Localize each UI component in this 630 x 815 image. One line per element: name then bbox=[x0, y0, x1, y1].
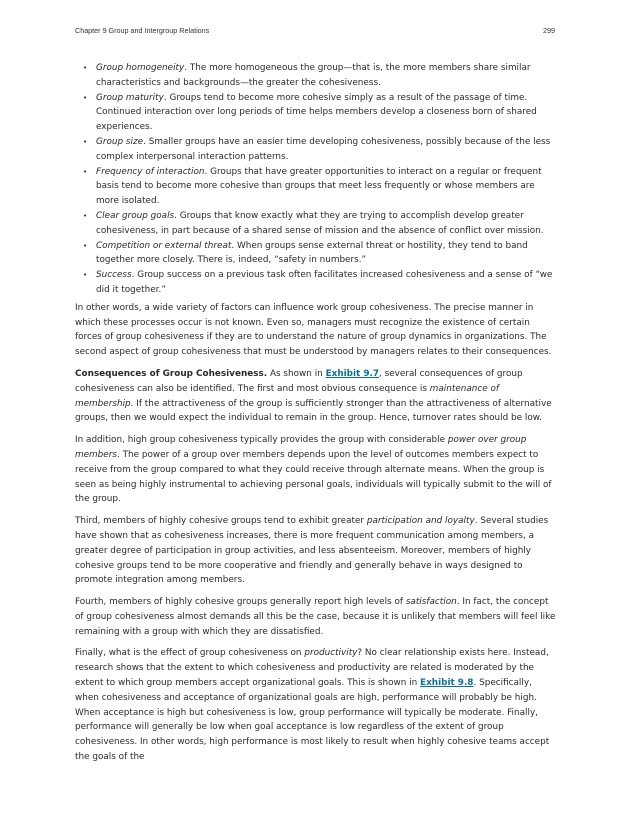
page-number: 299 bbox=[543, 26, 555, 35]
bullet-term: Group maturity bbox=[96, 92, 164, 103]
bullet-text: . Groups that know exactly what they are trying to accomplish develop greater cohesiveness, in part because of a shared sense of mission and the absence of conflict over mission. bbox=[96, 210, 544, 236]
bullet-term: Frequency of interaction bbox=[96, 166, 205, 177]
text-run: As shown in bbox=[267, 368, 326, 379]
cohesiveness-factors-list bbox=[75, 61, 558, 298]
emphasis: power over group members bbox=[75, 435, 527, 460]
bullet-term: Clear group goals bbox=[96, 210, 175, 221]
body-text bbox=[75, 61, 558, 772]
list-item bbox=[75, 91, 558, 135]
text-run: . Several studies have shown that as cohesiveness increases, there is more frequent communication among members, a greater degree of participation in group activities, and less absenteeism. Moreover, members of highly cohesive groups tend to be more cooperative and friendly and generally behave in ways designed to promote integration among members. bbox=[75, 516, 549, 586]
section-lead: Consequences of Group Cohesiveness. bbox=[75, 368, 268, 379]
text-run: ? No clear relationship exists here. Instead, research shows that the extent to which cohesiveness and productivity are related is moderated by the extent to which group members accept organizational goals. This is shown in bbox=[75, 648, 549, 689]
paragraph-power bbox=[75, 433, 558, 507]
bullet-term: Competition or external threat bbox=[96, 240, 232, 251]
text-run: Fourth, members of highly cohesive groups generally report high levels of bbox=[75, 597, 406, 608]
bullet-text: . Groups that have greater opportunities to interact on a regular or frequent basis tend to become more cohesive than groups that meet less frequently or whose members are more isolated. bbox=[96, 166, 542, 207]
chapter-title: Chapter 9 Group and Intergroup Relations bbox=[75, 26, 210, 35]
paragraph-consequences bbox=[75, 367, 558, 426]
text-run: In addition, high group cohesiveness typically provides the group with considerable bbox=[75, 435, 448, 446]
bullet-term: Group size bbox=[96, 136, 144, 147]
emphasis: maintenance of membership bbox=[75, 383, 500, 409]
text-run: Finally, what is the effect of group cohesiveness on bbox=[75, 648, 305, 659]
exhibit-9-7-link[interactable]: Exhibit 9.7 bbox=[325, 368, 379, 379]
bullet-text: . The more homogeneous the group—that is, the more members share similar characteristics and backgrounds—the greater the cohesiveness. bbox=[96, 63, 531, 88]
list-item bbox=[75, 239, 558, 269]
text-run: . If the attractiveness of the group is sufficiently stronger than the attractiveness of alternative groups, then we would expect the individual to remain in the group. Hence, turnover rates should be low. bbox=[75, 398, 552, 424]
list-item bbox=[75, 165, 558, 209]
emphasis: productivity bbox=[304, 648, 358, 659]
emphasis: participation and loyalty bbox=[366, 516, 475, 527]
list-item bbox=[75, 135, 558, 165]
paragraph-participation bbox=[75, 514, 558, 588]
exhibit-9-8-link[interactable]: Exhibit 9.8 bbox=[420, 678, 474, 689]
bullet-term: Success bbox=[96, 270, 132, 281]
bullet-term: Group homogeneity bbox=[96, 63, 185, 73]
paragraph-productivity bbox=[75, 646, 558, 764]
text-run: Third, members of highly cohesive groups tend to exhibit greater bbox=[75, 516, 367, 527]
paragraph-factors-summary: In other words, a wide variety of factors can influence work group cohesiveness. The precise manner in which these processes occur is not known. Even so, managers must recognize the existence of certain forces of group cohesiveness if they are to understand the nature of group dynamics in organizations. The second aspect of group cohesiveness that must be understood by managers relates to their consequences. bbox=[75, 302, 552, 358]
paragraph-satisfaction bbox=[75, 595, 558, 639]
running-header bbox=[75, 26, 555, 35]
text-run: . Specifically, when cohesiveness and acceptance of organizational goals are high, performance will probably be high. When acceptance is high but cohesiveness is low, group performance will typically be moderate. Finally, performance will generally be low when goal acceptance is low regardless of the extent of group cohesiveness. In other words, high performance is most likely to result when highly cohesive teams accept the goals of the bbox=[75, 678, 550, 763]
bullet-text: . Group success on a previous task often facilitates increased cohesiveness and a sense of “we did it together.” bbox=[96, 270, 553, 295]
bullet-text: . Groups tend to become more cohesive simply as a result of the passage of time. Continued interaction over long periods of time helps members develop a closeness born of shared experiences. bbox=[96, 92, 537, 133]
emphasis: satisfaction bbox=[405, 597, 457, 608]
list-item bbox=[75, 61, 558, 91]
text-run: . The power of a group over members depends upon the level of outcomes members expect to receive from the group compared to what they could receive through alternate means. When the group is seen as being highly instrumental to achieving personal goals, individuals will typically submit to the will of the group. bbox=[75, 449, 552, 505]
text-run: . In fact, the concept of group cohesiveness almost demands all this be the case, because it is unlikely that members will feel like remaining with a group with which they are dissatisfied. bbox=[75, 597, 556, 637]
list-item bbox=[75, 268, 558, 298]
bullet-text: . When groups sense external threat or hostility, they tend to band together more closely. There is, indeed, “safety in numbers.” bbox=[96, 240, 528, 266]
bullet-text: . Smaller groups have an easier time developing cohesiveness, possibly because of the less complex interpersonal interaction patterns. bbox=[96, 136, 551, 162]
list-item bbox=[75, 209, 558, 239]
text-run: , several consequences of group cohesiveness can also be identified. The first and most obvious consequence is bbox=[75, 368, 523, 394]
